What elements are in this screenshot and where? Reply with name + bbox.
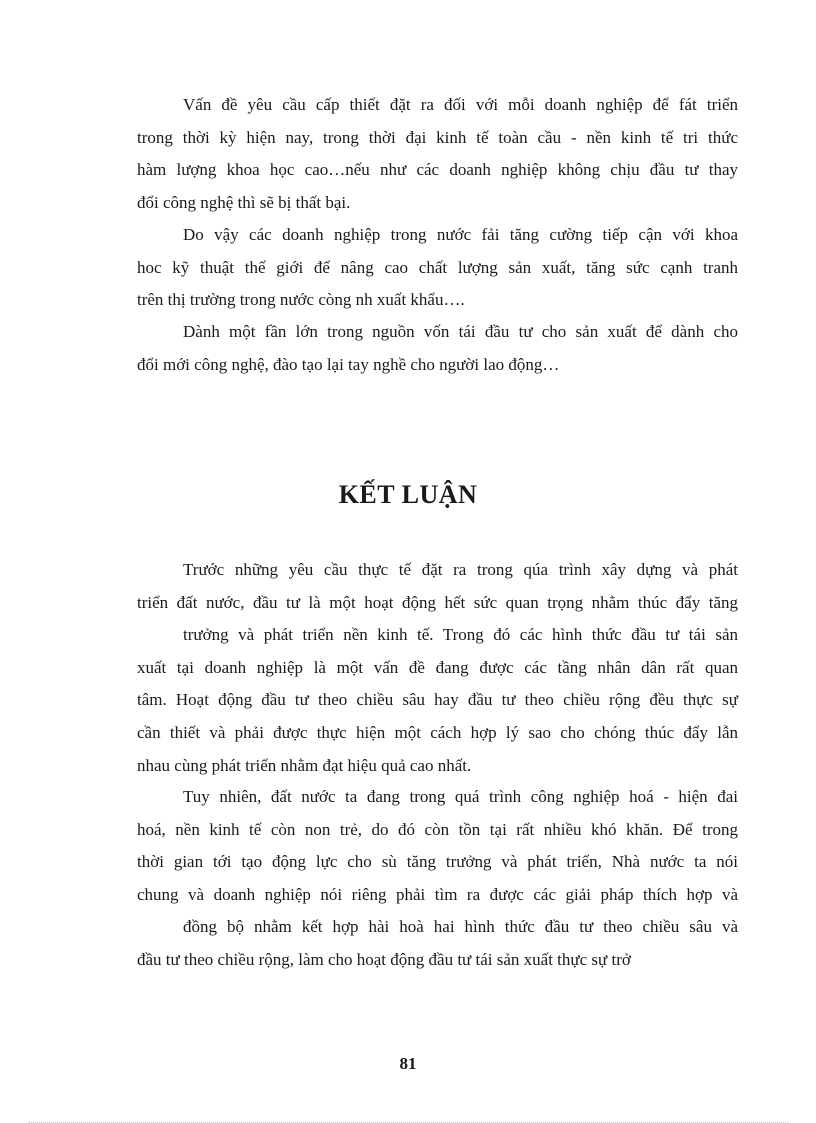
text-line: trưởng và phát triển nền kinh tế. Trong đó các hình thức đầu tư tái sản bbox=[183, 625, 738, 645]
paragraph bbox=[137, 89, 738, 219]
text-line: hàm lượng khoa học cao…nếu như các doanh nghiệp không chịu đầu tư thay bbox=[137, 160, 738, 180]
text-line: Vấn đề yêu cầu cấp thiết đặt ra đối với mỗi doanh nghiệp để fát triển bbox=[183, 95, 738, 114]
paragraph bbox=[137, 781, 738, 977]
paragraph bbox=[137, 554, 738, 782]
text-line: nhau cùng phát triển nhằm đạt hiệu quả cao nhất. bbox=[137, 755, 472, 775]
text-line: đổi mới công nghệ, đào tạo lại tay nghề cho người lao động… bbox=[137, 354, 560, 374]
text-line: đầu tư theo chiều rộng, làm cho hoạt động đầu tư tái sản xuất thực sự trở bbox=[137, 949, 631, 969]
page-number: 81 bbox=[399, 1054, 417, 1073]
text-line: đổi công nghệ thì sẽ bị thất bại. bbox=[137, 192, 351, 212]
text-line: hoá, nền kinh tế còn non trẻ, do đó còn tồn tại rất nhiều khó khăn. Để trong bbox=[137, 819, 738, 839]
text-line: Tuy nhiên, đất nước ta đang trong quá trình công nghiệp hoá - hiện đai bbox=[183, 787, 738, 806]
text-line: xuất tại doanh nghiệp là một vấn đề đang được các tầng nhân dân rất quan bbox=[137, 657, 738, 677]
text-line: trên thị trường trong nước còng nh xuất khẩu…. bbox=[137, 290, 465, 310]
text-line: Do vậy các doanh nghiệp trong nước fải tăng cường tiếp cận với khoa bbox=[183, 225, 738, 244]
text-line: tâm. Hoạt động đầu tư theo chiều sâu hay đầu tư theo chiều rộng đều thực sự bbox=[137, 690, 738, 710]
text-line: thời gian tới tạo động lực cho sù tăng trưởng và phát triển, Nhà nước ta nói bbox=[137, 852, 738, 872]
text-line: Trước những yêu cầu thực tế đặt ra trong qúa trình xây dựng và phát bbox=[183, 560, 738, 579]
text-line: Dành một fần lớn trong nguồn vốn tái đầu tư cho sản xuất để dành cho bbox=[183, 322, 738, 341]
text-line: hoc kỹ thuật thế giới để nâng cao chất lượng sản xuất, tăng sức cạnh tranh bbox=[137, 257, 738, 277]
text-line: triển đất nước, đầu tư là một hoạt động hết sức quan trọng nhằm thúc đẩy tăng bbox=[137, 592, 738, 612]
text-line: chung và doanh nghiệp nói riêng phải tìm ra được các giải pháp thích hợp và bbox=[137, 884, 738, 904]
section-heading: KẾT LUẬN bbox=[338, 480, 478, 509]
text-line: đồng bộ nhằm kết hợp hài hoà hai hình thức đầu tư theo chiều sâu và bbox=[183, 917, 738, 937]
text-line: cần thiết và phải được thực hiện một cách hợp lý sao cho chóng thúc đẩy lẫn bbox=[137, 722, 738, 742]
paragraph bbox=[137, 316, 738, 381]
paragraph bbox=[137, 219, 738, 317]
text-line: trong thời kỳ hiện nay, trong thời đại kinh tế toàn cầu - nền kinh tế tri thức bbox=[137, 127, 738, 147]
